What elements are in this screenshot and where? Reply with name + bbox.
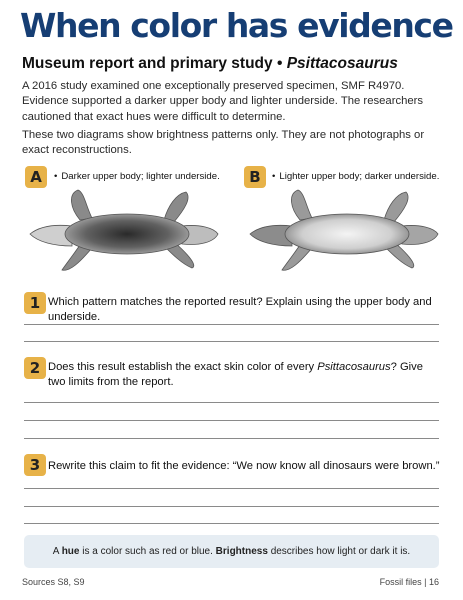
intro-paragraph-1: A 2016 study examined one exceptionally preserved specimen, SMF R4970. Evidence supported a darker upper body and lighter underside. The researchers cautioned that exact hues were difficult to determine. [22,80,424,123]
footer-page-number: Fossil files | 16 [379,577,439,587]
subtitle-main: Museum report and primary study • [22,55,283,72]
answer-line[interactable] [24,420,439,421]
question-1-badge: 1 [24,292,46,314]
diagram-b-badge: B [244,166,266,188]
diagram-b-text: Lighter upper body; darker underside. [279,171,440,182]
question-2-text: Does this result establish the exact skin color of every Psittacosaurus? Give two limits from the report. [48,361,423,388]
answer-line[interactable] [24,341,439,342]
diagram-a-label [54,171,220,182]
diagram-b-label [272,171,439,182]
question-2-badge: 2 [24,357,46,379]
definition-box: A hue is a color such as red or blue. Brightness describes how light or dark it is. [24,535,439,568]
diagram-a-text: Darker upper body; lighter underside. [61,171,220,182]
answer-line[interactable] [24,438,439,439]
term-hue: hue [61,546,80,557]
diagram-a-lizard-silhouette [22,186,222,274]
page-subtitle [22,55,398,73]
page-title: When color has evidence [20,6,453,45]
answer-line[interactable] [24,488,439,489]
answer-line[interactable] [24,523,439,524]
question-3-text: Rewrite this claim to fit the evidence: “We now know all dinosaurs were brown.” [48,460,440,472]
diagram-a-badge: A [25,166,47,188]
answer-line[interactable] [24,324,439,325]
answer-line[interactable] [24,506,439,507]
subtitle-genus: Psittacosaurus [286,55,398,72]
answer-line[interactable] [24,402,439,403]
intro-paragraph-2: These two diagrams show brightness patterns only. They are not photographs or exact reconstructions. [22,129,425,157]
bullet-icon: • [54,171,58,182]
question-1-text: Which pattern matches the reported result? Explain using the upper body and underside. [48,296,432,323]
term-brightness: Brightness [215,546,268,557]
question-3-badge: 3 [24,454,46,476]
diagram-b-lizard-silhouette [242,186,442,274]
footer-sources: Sources S8, S9 [22,577,85,587]
bullet-icon: • [272,171,276,182]
